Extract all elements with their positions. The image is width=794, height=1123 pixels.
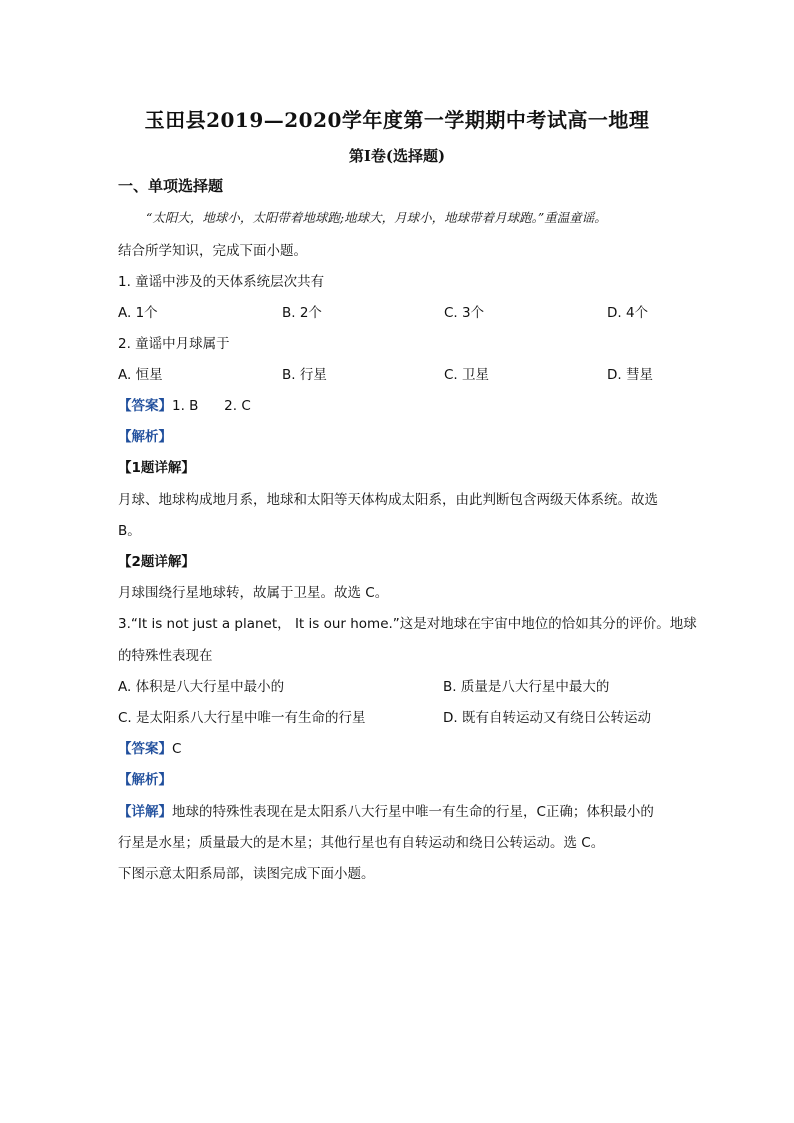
- answer-label: 【答案】: [118, 398, 172, 414]
- q1-option-c: C. 3个: [444, 305, 485, 321]
- intro-tail: 结合所学知识，完成下面小题。: [118, 243, 307, 259]
- analysis-label: 【解析】: [118, 429, 172, 445]
- q2-option-a: A. 恒星: [118, 367, 163, 383]
- q3-option-d: D. 既有自转运动又有绕日公转运动: [443, 710, 651, 726]
- q3-stem-line2: 的特殊性表现在: [118, 648, 213, 664]
- answer-row-3: [118, 737, 181, 757]
- detail-3-text: 地球的特殊性表现在是太阳系八大行星中唯一有生命的行星，C正确；体积最小的: [172, 804, 654, 820]
- q2-option-d: D. 彗星: [607, 367, 653, 383]
- intro-quote: “太阳大，地球小，太阳带着地球跑;地球大，月球小，地球带着月球跑。”重温童谣。: [146, 210, 607, 225]
- answer-value: 1. B 2. C: [172, 398, 251, 414]
- section-heading: 一、单项选择题: [118, 177, 224, 195]
- next-intro: 下图示意太阳系局部，读图完成下面小题。: [118, 866, 375, 882]
- answer-label-3: 【答案】: [118, 741, 172, 757]
- q3-option-a: A. 体积是八大行星中最小的: [118, 679, 285, 695]
- detail-label: 【详解】: [118, 804, 172, 820]
- answer-row-12: [118, 394, 251, 414]
- q3-option-b: B. 质量是八大行星中最大的: [443, 679, 610, 695]
- page-subtitle: 第I卷(选择题): [348, 147, 446, 165]
- detail-3-line1: [118, 800, 654, 820]
- detail-3-line2: 行星是水星；质量最大的是木星；其他行星也有自转运动和绕日公转运动。选 C。: [118, 835, 605, 851]
- analysis-label-2: 【解析】: [118, 772, 172, 788]
- q2-option-c: C. 卫星: [444, 367, 490, 383]
- q2-option-b: B. 行星: [282, 367, 327, 383]
- page-title: 玉田县2019—2020学年度第一学期期中考试高一地理: [144, 108, 650, 132]
- q1-detail-label: 【1题详解】: [118, 460, 195, 476]
- q1-detail-line1: 月球、地球构成地月系，地球和太阳等天体构成太阳系，由此判断包含两级天体系统。故选: [118, 492, 658, 508]
- answer-value-3: C: [172, 741, 182, 757]
- q2-stem: 2. 童谣中月球属于: [118, 336, 230, 352]
- q1-option-a: A. 1个: [118, 305, 158, 321]
- q1-detail-line2: B。: [118, 523, 141, 539]
- q3-option-c: C. 是太阳系八大行星中唯一有生命的行星: [118, 710, 366, 726]
- q1-option-d: D. 4个: [607, 305, 649, 321]
- q2-detail-label: 【2题详解】: [118, 554, 195, 570]
- q1-option-b: B. 2个: [282, 305, 322, 321]
- q2-detail: 月球围绕行星地球转，故属于卫星。故选 C。: [118, 585, 389, 601]
- q1-stem: 1. 童谣中涉及的天体系统层次共有: [118, 274, 325, 290]
- q3-stem-line1: 3.“It is not just a planet， It is our home.”这是对地球在宇宙中地位的恰如其分的评价。地球: [118, 616, 697, 632]
